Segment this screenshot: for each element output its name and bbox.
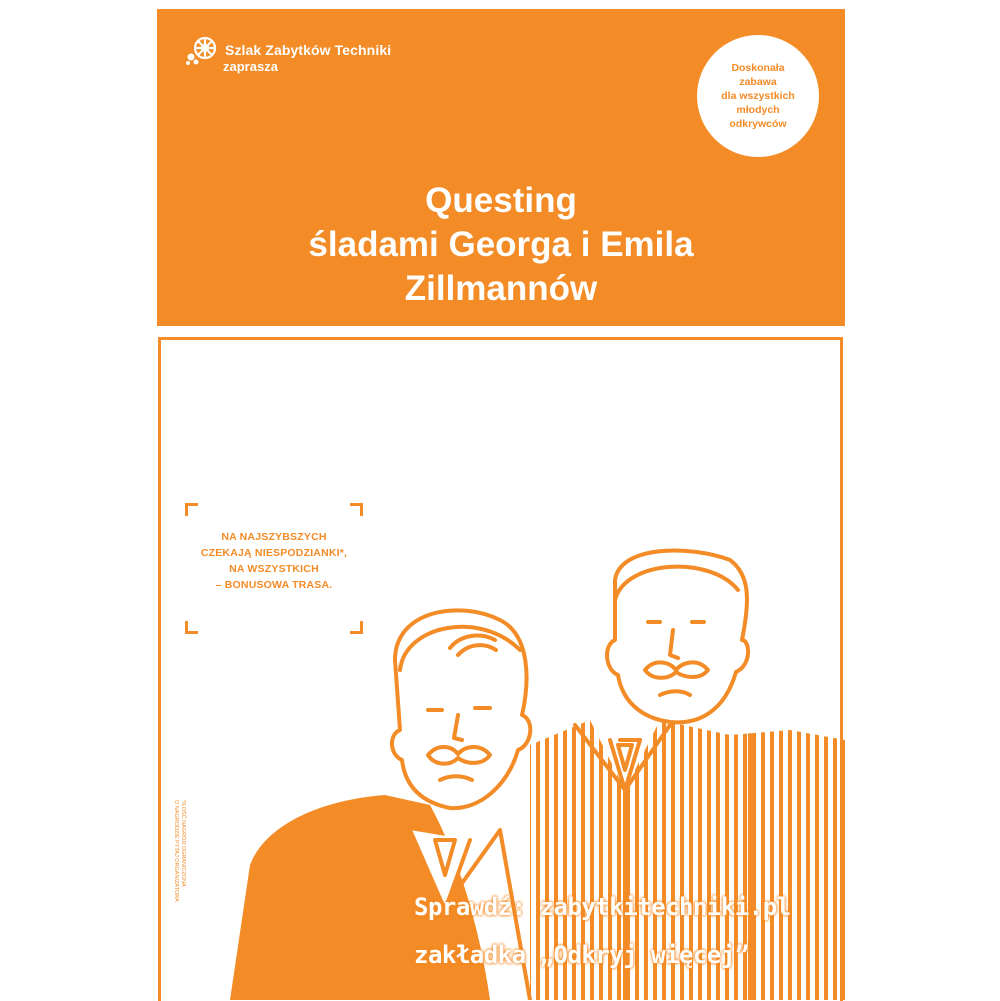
title-line: Zillmannów [404,269,598,308]
badge-line: odkrywców [729,118,787,130]
title-line: Questing [425,181,577,220]
gear-wheel-icon [185,33,219,67]
promo-line: NA WSZYSTKICH [229,563,319,575]
footnote-line: O NAGRODZIE PYTAJ ORGANIZATORA [173,800,179,902]
badge-line: dla wszystkich [721,90,795,102]
logo [185,33,391,74]
corner-bracket [350,503,363,516]
call-to-action [414,883,791,979]
footnote-line: *ILOŚĆ NAGRÓD OGRANICZONA [180,800,186,887]
footnote [172,800,186,960]
cta-website-line: Sprawdź: zabytkitechniki.pl [414,893,791,921]
cta-tab-line: zakładka „Odkryj więcej” [414,941,749,969]
logo-name: Szlak Zabytków Techniki [225,42,392,58]
badge-line: młodych [736,104,780,116]
title-line: śladami Georga i Emila [308,225,694,264]
corner-bracket [185,621,198,634]
badge-line: Doskonała [731,62,785,74]
promo-line: CZEKAJĄ NIESPODZIANKI*, [200,547,348,559]
logo-subtitle: zaprasza [223,59,278,74]
poster-title [157,179,845,311]
badge-line: zabawa [739,76,777,88]
promo-line: – BONUSOWA TRASA. [215,579,333,591]
corner-bracket [185,503,198,516]
header-band [157,9,845,326]
info-badge [697,35,819,157]
promo-line: NA NAJSZYBSZYCH [221,531,327,543]
